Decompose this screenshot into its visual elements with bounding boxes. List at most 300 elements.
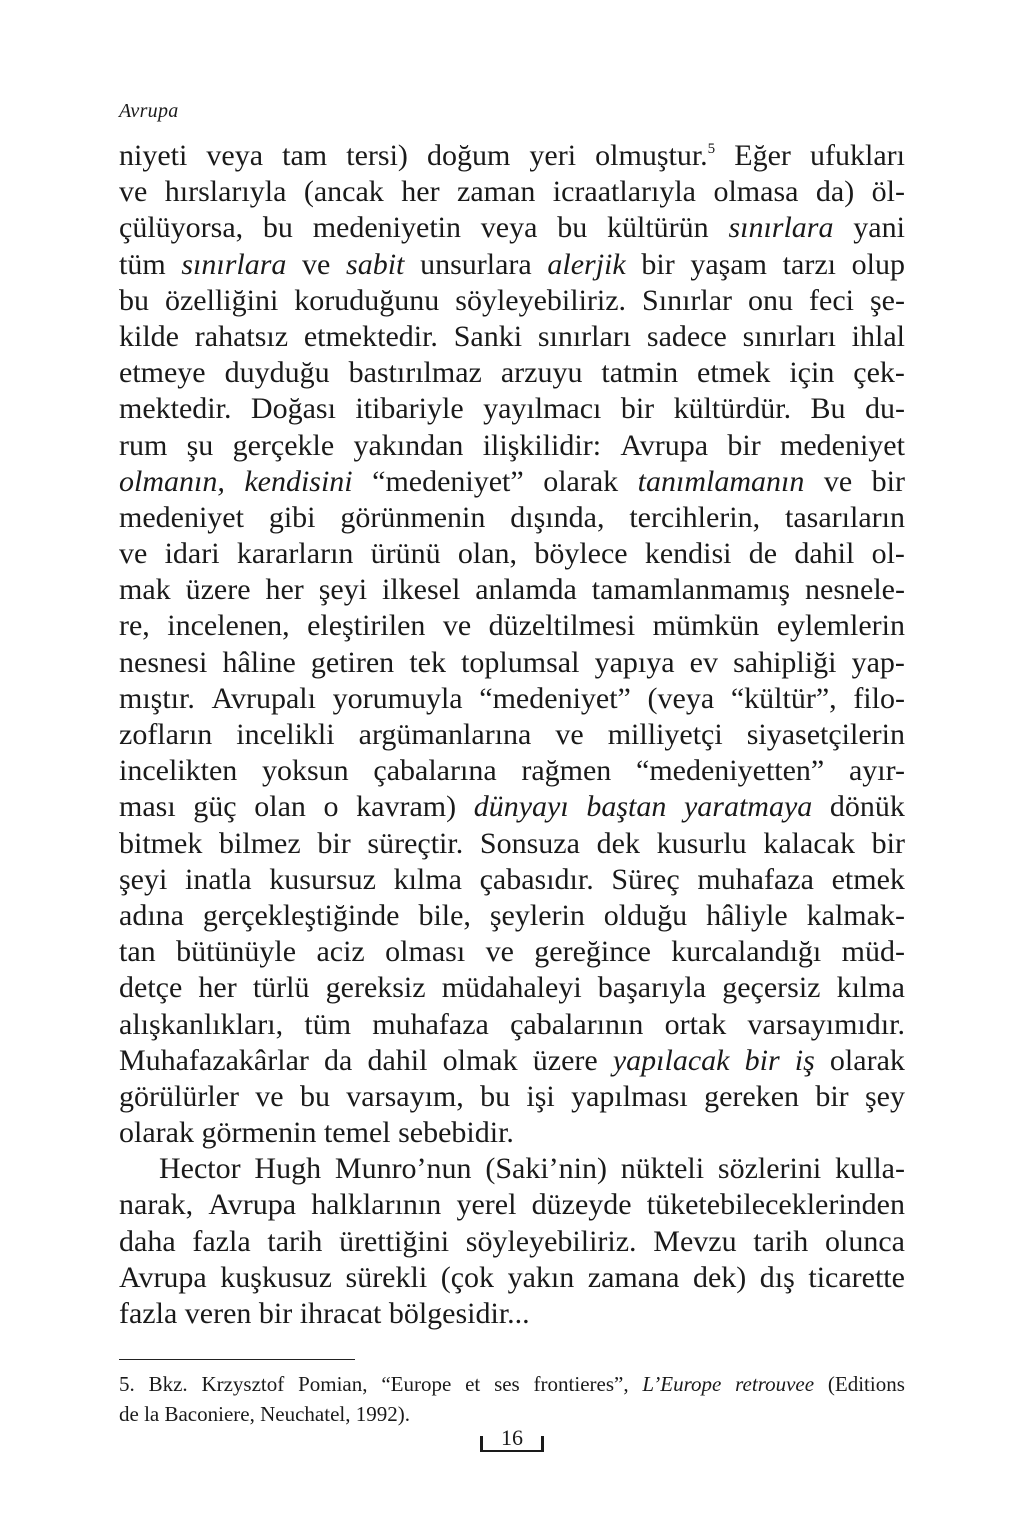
text: bitmek (119, 826, 203, 860)
text: du- (864, 392, 905, 426)
word (811, 391, 846, 427)
text: sadece (646, 319, 727, 353)
text-line (119, 717, 905, 753)
text: fazla (192, 1224, 251, 1258)
word (418, 898, 471, 934)
italic-text: olmanın, (119, 464, 225, 498)
text: varsayımıdır. (747, 1007, 905, 1041)
text: muhafaza (372, 1007, 489, 1041)
word (697, 862, 814, 898)
word (595, 138, 715, 174)
italic-text: sınırlara (728, 211, 834, 245)
text: olmuştur. (595, 139, 708, 172)
footnote-reference: 5 (707, 141, 716, 157)
word (381, 1369, 451, 1399)
italic-text: bir (744, 1043, 780, 1077)
word (164, 1399, 254, 1429)
word (346, 247, 404, 283)
word (340, 500, 485, 536)
word (267, 1224, 322, 1260)
text: dahil (367, 1043, 428, 1077)
word (304, 174, 384, 210)
word (538, 319, 631, 355)
text: ve (555, 718, 584, 751)
word (835, 1151, 905, 1187)
text: detçe (119, 971, 183, 1005)
page-number: 16 (501, 1425, 523, 1450)
text-line (119, 174, 905, 210)
word (620, 428, 708, 464)
text: sahipliği (733, 645, 837, 679)
text: medeniyet (119, 500, 244, 534)
word (159, 1151, 241, 1187)
text: ilişkilidir: (482, 428, 602, 462)
text: 1992). (355, 1402, 410, 1426)
word (212, 681, 316, 717)
text: her (198, 971, 237, 1005)
text: ve (119, 537, 148, 571)
text: kalacak (763, 826, 855, 860)
text: bir (641, 247, 675, 281)
word (733, 645, 836, 681)
word (748, 283, 793, 319)
word (456, 1187, 516, 1223)
word (777, 608, 905, 644)
text: (ancak (303, 175, 384, 209)
word (586, 789, 666, 825)
text: tüm (119, 247, 166, 281)
word (389, 1296, 530, 1332)
word (485, 1151, 607, 1187)
text: bu (480, 1079, 511, 1113)
word (220, 1260, 332, 1296)
word (294, 283, 439, 319)
word (119, 355, 206, 391)
word (455, 283, 626, 319)
text: ayır- (848, 754, 905, 788)
text: getiren (310, 645, 395, 679)
word (359, 717, 532, 753)
word (225, 355, 330, 391)
word (555, 717, 583, 753)
text: bu (557, 211, 588, 245)
text: o (323, 790, 339, 824)
text: tamamlanmamış (591, 573, 791, 607)
text: sebebidir. (398, 1116, 514, 1150)
italic-text: dünyayı (473, 790, 569, 824)
text: duyduğu (224, 356, 330, 390)
word (690, 247, 767, 283)
word (316, 934, 364, 970)
text: Muhafazakârlar (119, 1043, 309, 1077)
text: ortak (664, 1007, 727, 1041)
word (466, 1224, 637, 1260)
text: şeyi (119, 862, 168, 896)
word (398, 1115, 514, 1151)
text: niyeti (119, 139, 188, 172)
text: şe- (869, 283, 905, 317)
word (119, 1187, 193, 1223)
word (265, 572, 303, 608)
text: eleştirilen (307, 609, 426, 643)
word (780, 428, 905, 464)
text: şeylerin (489, 898, 585, 932)
text: bu (119, 283, 149, 317)
text: incelikli (236, 718, 335, 751)
word (441, 1260, 494, 1296)
word (853, 355, 905, 391)
word (219, 826, 301, 862)
text: söyleyebiliriz. (455, 283, 627, 317)
text: doğum (426, 139, 511, 172)
word (187, 428, 214, 464)
word (642, 1369, 721, 1399)
text-line (119, 247, 905, 283)
text: Baconiere, (164, 1402, 255, 1426)
text: veya (480, 211, 538, 245)
text: medeniyetin (312, 211, 461, 245)
text: tarzı (782, 247, 836, 281)
word (119, 1369, 135, 1399)
italic-text: yapılacak (612, 1043, 730, 1077)
text: kılma (393, 862, 462, 896)
text: olan (254, 790, 306, 824)
word (253, 970, 310, 1006)
text-line (119, 681, 905, 717)
word (529, 138, 576, 174)
text: ses (494, 1372, 520, 1396)
word (165, 536, 220, 572)
word (149, 1369, 188, 1399)
word (601, 355, 678, 391)
text: de (748, 537, 778, 571)
text: kararların (236, 537, 354, 571)
text: şeyi (318, 573, 368, 607)
word (483, 428, 601, 464)
text: arzuyu (500, 356, 583, 390)
text: “Europe (381, 1372, 452, 1396)
word (457, 174, 535, 210)
text-line (119, 283, 905, 319)
word (832, 862, 905, 898)
word (805, 572, 905, 608)
text: kusursuz (269, 862, 376, 896)
text: bile, (418, 898, 471, 932)
text: bir (871, 826, 905, 860)
word (828, 1369, 905, 1399)
text: dahil (794, 537, 855, 571)
text-line (119, 862, 905, 898)
word (734, 138, 791, 174)
word (595, 645, 675, 681)
text: olmak (442, 1043, 518, 1077)
word (461, 645, 579, 681)
word (641, 247, 674, 283)
italic-text: retrouvee (735, 1372, 815, 1396)
text-line (119, 1007, 905, 1043)
italic-text: yaratmaya (683, 790, 813, 824)
text: bir (258, 1297, 293, 1330)
word (479, 681, 631, 717)
text: Munro’nun (334, 1152, 472, 1186)
text: zaman (457, 175, 536, 209)
text: rahatsız (194, 319, 289, 353)
text: işi (526, 1079, 555, 1113)
word (747, 1007, 904, 1043)
text: özelliğini (164, 283, 279, 317)
word (690, 645, 718, 681)
text: siyasetçilerin (746, 718, 905, 751)
text: sınırları (537, 319, 632, 353)
word (324, 1043, 352, 1079)
text: görmenin (201, 1116, 317, 1150)
word (349, 355, 482, 391)
word (119, 464, 225, 500)
text: yerel (456, 1188, 517, 1222)
word (355, 391, 463, 427)
word (870, 283, 905, 319)
text: (Editions (827, 1372, 905, 1396)
word (282, 138, 327, 174)
text: incelenen, (167, 609, 290, 643)
word (795, 1043, 815, 1079)
text: Hugh (254, 1152, 322, 1186)
word (547, 247, 625, 283)
text-line (119, 934, 905, 970)
text: yoksun (262, 754, 349, 788)
text-line (119, 789, 905, 825)
word (534, 536, 627, 572)
word (648, 681, 715, 717)
text: görünmenin (340, 500, 486, 534)
word (185, 862, 252, 898)
word (311, 1187, 441, 1223)
word (372, 1007, 489, 1043)
word (825, 1224, 905, 1260)
text: muhafaza (697, 862, 814, 896)
word (222, 645, 295, 681)
word (208, 1187, 296, 1223)
text: Bkz. (148, 1372, 188, 1396)
text: tercihlerin, (629, 500, 761, 534)
word (629, 500, 760, 536)
text: unsurlara (420, 247, 532, 281)
text: bir (815, 1079, 849, 1113)
text: bir (727, 428, 761, 462)
word (356, 1399, 410, 1429)
word (490, 898, 585, 934)
text: dönük (829, 790, 905, 824)
text: olması (385, 935, 466, 969)
word (532, 1187, 632, 1223)
text: toplumsal (461, 645, 580, 679)
text: olunca (825, 1224, 905, 1258)
text: dış (759, 1260, 795, 1294)
text: kavram) (356, 790, 457, 824)
text: üzere (185, 573, 251, 607)
word (324, 1115, 391, 1151)
word (119, 681, 195, 717)
word (671, 934, 821, 970)
text: (veya (647, 681, 715, 715)
text: etmek (831, 862, 905, 896)
text: yakın (507, 1260, 575, 1294)
text-line (119, 500, 905, 536)
word (119, 1296, 177, 1332)
word (865, 1079, 905, 1115)
word (810, 138, 905, 174)
word (486, 934, 514, 970)
text: bir (871, 464, 905, 498)
word (244, 464, 352, 500)
word (753, 1224, 808, 1260)
word (254, 789, 306, 825)
text: çabalarına (373, 754, 497, 788)
word (119, 753, 237, 789)
word (647, 319, 727, 355)
word (269, 862, 376, 898)
text: da (324, 1043, 353, 1077)
word (165, 283, 278, 319)
text: yap- (851, 645, 905, 679)
word (304, 1007, 351, 1043)
text: kültürün (606, 211, 709, 245)
text: itibariyle (355, 392, 464, 426)
text: narak, (119, 1188, 194, 1222)
text: çabasıdır. (479, 862, 594, 896)
word (785, 500, 905, 536)
word (706, 898, 788, 934)
text: her (265, 573, 304, 607)
text: nesnele- (805, 573, 905, 607)
text-line (119, 1296, 905, 1332)
text: Pomian, (298, 1372, 368, 1396)
word (236, 717, 334, 753)
word (186, 572, 251, 608)
word (269, 500, 316, 536)
word (385, 934, 465, 970)
word (394, 862, 462, 898)
text: hırslarıyla (164, 175, 287, 209)
word (735, 1369, 814, 1399)
text-line (119, 355, 905, 391)
word (201, 1115, 316, 1151)
word (809, 283, 854, 319)
body-text (119, 138, 905, 1332)
word (119, 789, 176, 825)
word (557, 210, 587, 246)
text: yapıya (594, 645, 675, 679)
text: ve (485, 935, 514, 969)
text: bu (262, 211, 293, 245)
word (185, 1296, 252, 1332)
word (475, 572, 577, 608)
word (727, 428, 760, 464)
word (693, 1260, 746, 1296)
text: Mevzu (653, 1224, 737, 1258)
text: gibi (268, 500, 316, 534)
word (346, 1260, 428, 1296)
word (442, 970, 582, 1006)
text: kurcalandığı (671, 935, 822, 969)
word (339, 1224, 449, 1260)
word (480, 862, 594, 898)
text: yani (853, 211, 905, 245)
text: la (144, 1402, 160, 1426)
text: da) (815, 175, 855, 209)
word (763, 826, 855, 862)
text: ol- (871, 537, 905, 571)
word (849, 753, 905, 789)
text: bölgesidir... (388, 1297, 530, 1330)
text-line (119, 753, 905, 789)
text: ve (119, 175, 148, 209)
word (119, 898, 184, 934)
text: ihlal (851, 319, 905, 353)
text: halklarının (311, 1188, 442, 1222)
word (195, 319, 288, 355)
word (409, 645, 446, 681)
text: Süreç (611, 862, 680, 896)
word (483, 391, 601, 427)
word (443, 1043, 518, 1079)
word (837, 970, 905, 1006)
text: ması (119, 790, 176, 824)
word (427, 138, 510, 174)
word (607, 210, 709, 246)
text: üzere (532, 1043, 598, 1077)
text: medeniyet (779, 428, 905, 462)
word (298, 1369, 367, 1399)
word (346, 138, 408, 174)
text: tersi) (346, 139, 408, 172)
word (371, 536, 441, 572)
footnote (119, 1369, 905, 1429)
text: icraatlarıyla (552, 175, 696, 209)
text: “medeniyetten” (636, 754, 825, 788)
text: çek- (853, 356, 905, 390)
word (510, 500, 604, 536)
text: “medeniyet” (372, 464, 524, 498)
text: etmek (697, 356, 771, 390)
text: ticarette (808, 1260, 905, 1294)
text: anlamda (475, 573, 577, 607)
text-line (119, 1115, 905, 1151)
word (728, 210, 833, 246)
text-line (119, 1260, 905, 1296)
word (657, 826, 747, 862)
text: yapılması (571, 1079, 688, 1113)
word (201, 1369, 284, 1399)
text-line (119, 536, 905, 572)
word (119, 970, 182, 1006)
text: olarak (829, 1043, 905, 1077)
text: ihracat (299, 1297, 382, 1330)
text: idari (164, 537, 220, 571)
text: tam (282, 139, 328, 172)
text: şey (865, 1079, 905, 1113)
italic-text: tanımlamanın (637, 464, 805, 498)
word (119, 1115, 194, 1151)
text: Hector (159, 1152, 241, 1186)
text-line (119, 391, 905, 427)
text: kültürdür. (673, 392, 792, 426)
word (346, 1079, 463, 1115)
word (872, 536, 905, 572)
word (749, 536, 777, 572)
word (251, 391, 336, 427)
running-head: Avrupa (119, 100, 179, 122)
